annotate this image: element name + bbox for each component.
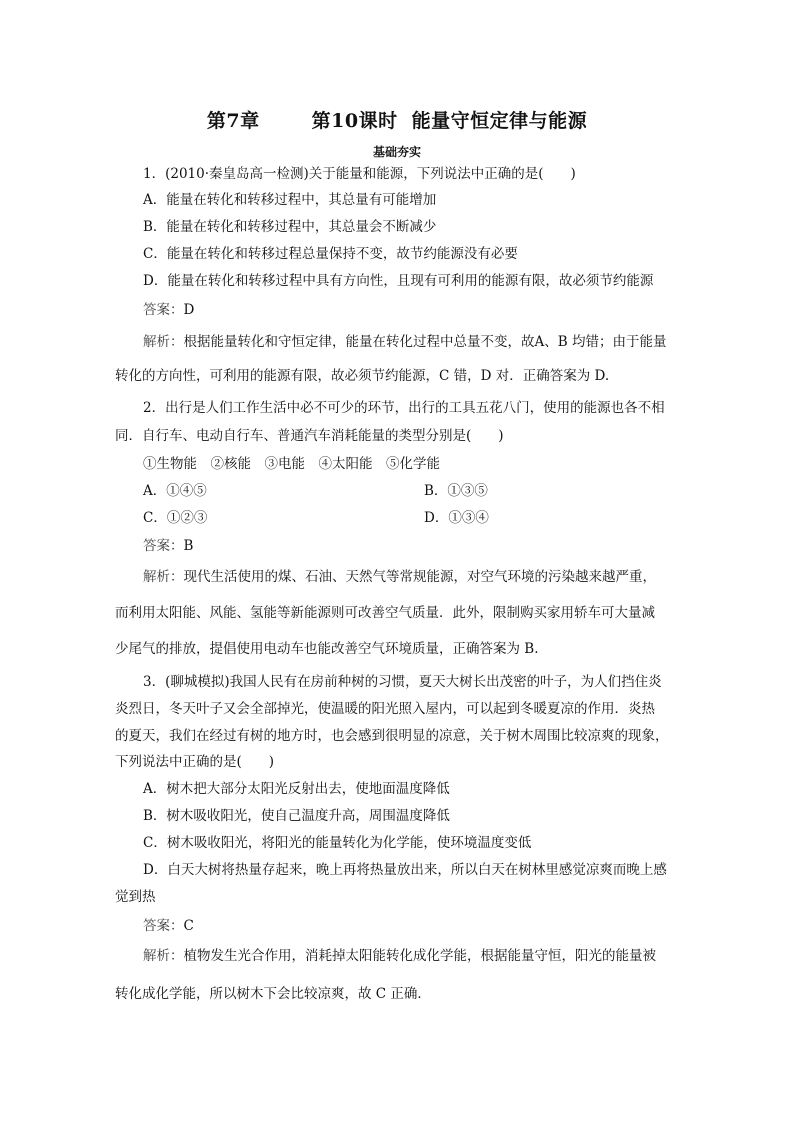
q1-answer [143, 300, 194, 320]
chapter-number: 第7章 [206, 110, 260, 132]
q2-stem-line-2: 同．自行车、电动自行车、普通汽车消耗能量的类型分别是( ) [115, 428, 504, 444]
q2-option-a: A．①④⑤ [143, 483, 207, 499]
q3-stem-line-3: 的夏天，我们在经过有树的地方时，也会感到很明显的凉意，关于树木周围比较凉爽的现象， [115, 728, 669, 744]
lesson-number: 第10课时 [311, 110, 398, 132]
q2-answer [143, 536, 193, 556]
q2-choices: ①生物能 ②核能 ③电能 ④太阳能 ⑤化学能 [143, 456, 440, 472]
answer-value: B [183, 538, 194, 554]
q1-option-b: B．能量在转化和转移过程中，其总量会不断减少 [143, 219, 437, 235]
q2-option-d: D．①③④ [424, 510, 489, 526]
analysis-label: 解析： [143, 948, 184, 964]
q3-option-b: B．树木吸收阳光，使自己温度升高，周围温度降低 [143, 808, 450, 824]
q2-analysis-line-3: 少尾气的排放，提倡使用电动车也能改善空气环境质量，正确答案为 B. [115, 641, 539, 657]
q3-stem-line-2: 炎烈日，冬天叶子又会全部掉光，使温暖的阳光照入屋内，可以起到冬暖夏凉的作用．炎热 [115, 701, 655, 717]
lesson-topic: 能量守恒定律与能源 [411, 110, 588, 132]
analysis-label: 解析： [143, 334, 184, 350]
q3-option-a: A．树木把大部分太阳光反射出去，使地面温度降低 [143, 781, 450, 797]
q3-analysis-line-2: 转化成化学能，所以树木下会比较凉爽，故 C 正确． [115, 986, 431, 1002]
answer-value: D [183, 302, 195, 318]
q1-option-a: A．能量在转化和转移过程中，其总量有可能增加 [143, 192, 437, 208]
q1-analysis-line-1: 解析：根据能量转化和守恒定律，能量在转化过程中总量不变，故A、B 均错；由于能量 [143, 334, 667, 350]
q3-stem-line-4: 下列说法中正确的是( ) [115, 754, 275, 770]
answer-label: 答案： [143, 918, 184, 934]
q3-option-d: D．白天大树将热量存起来，晚上再将热量放出来，所以白天在树林里感觉凉爽而晚上感 [143, 862, 667, 878]
answer-label: 答案： [143, 302, 184, 318]
page-title [0, 106, 794, 133]
q2-stem-line-1: 2．出行是人们工作生活中必不可少的环节，出行的工具五花八门，使用的能源也各不相 [143, 400, 665, 416]
q3-stem-line-1: 3．(聊城模拟)我国人民有在房前种树的习惯，夏天大树长出茂密的叶子，为人们挡住炎 [143, 674, 662, 690]
answer-value: C [183, 918, 194, 934]
q1-option-c: C．能量在转化和转移过程总量保持不变，故节约能源没有必要 [143, 246, 518, 262]
q2-option-c: C．①②③ [143, 510, 208, 526]
q3-option-c: C．树木吸收阳光，将阳光的能量转化为化学能，使环境温度变低 [143, 835, 532, 851]
section-heading: 基础夯实 [372, 145, 421, 159]
q1-analysis-line-2: 转化的方向性，可利用的能源有限，故必须节约能源，C 错，D 对．正确答案为 D. [115, 368, 610, 384]
q1-stem: 1．(2010·秦皇岛高一检测)关于能量和能源，下列说法中正确的是( ) [143, 166, 576, 182]
q2-analysis-line-2: 而利用太阳能、风能、氢能等新能源则可改善空气质量．此外，限制购买家用轿车可大量减 [115, 605, 655, 621]
q3-answer [143, 916, 194, 936]
answer-label: 答案： [143, 538, 184, 554]
q3-analysis-line-1: 解析：植物发生光合作用，消耗掉太阳能转化成化学能，根据能量守恒，阳光的能量被 [143, 948, 656, 964]
analysis-label: 解析： [143, 569, 184, 585]
q2-analysis-line-1: 解析：现代生活使用的煤、石油、天然气等常规能源，对空气环境的污染越来越严重， [143, 569, 656, 585]
q2-option-b: B．①③⑤ [424, 483, 488, 499]
q3-option-d-continued: 觉到热 [115, 889, 156, 905]
q1-option-d: D．能量在转化和转移过程中具有方向性，且现有可利用的能源有限，故必须节约能源 [143, 273, 654, 289]
